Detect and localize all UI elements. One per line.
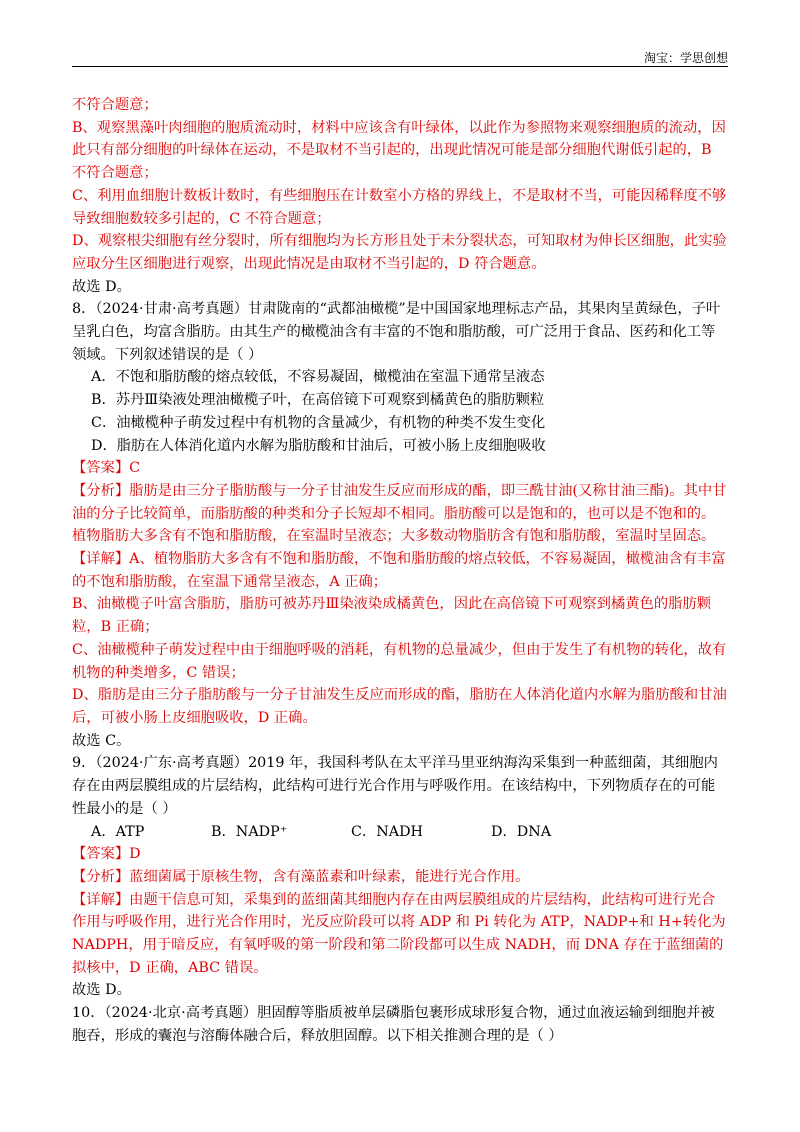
text-line: 【详解】由题干信息可知，采集到的蓝细菌其细胞内存在由两层膜组成的片层结构，此结构可进行光合作用与呼吸作用，进行光合作用时，光反应阶段可以将 ADP 和 Pi 转化为 ATP，NADP+和 H+转化为 NADPH，用于暗反应，有氧呼吸的第一阶段和第二阶段都可以生成 NADH，而 DNA 存在于蓝细菌的拟核中，D 正确，ABC 错误。	[72, 891, 726, 976]
text-line: D、观察根尖细胞有丝分裂时，所有细胞均为长方形且处于未分裂状态，可知取材为伸长区细胞，此实验应取分生区细胞进行观察，出现此情况是由取材不当引起的，D 符合题意。	[72, 233, 727, 272]
text-line: B．苏丹Ⅲ染液处理油橄榄子叶，在高倍镜下可观察到橘黄色的脂肪颗粒	[91, 392, 545, 409]
text-line: C、利用血细胞计数板计数时，有些细胞压在计数室小方格的界线上，不是取材不当，可能因稀释度不够导致细胞数较多引起的，C 不符合题意；	[72, 187, 727, 227]
q9-options-row	[72, 821, 728, 844]
text-line: 故选 D。	[72, 278, 131, 295]
text-line: 8．（2024·甘肃·高考真题）甘肃陇南的“武都油橄榄”是中国国家地理标志产品，其果肉呈黄绿色，子叶呈乳白色，均富含脂肪。由其生产的橄榄油含有丰富的不饱和脂肪酸，可广泛用于食品、医药和化工等领域。下列叙述错误的是（ ）	[72, 301, 721, 363]
text-line: D．脂肪在人体消化道内水解为脂肪酸和甘油后，可被小肠上皮细胞吸收	[91, 437, 546, 454]
text-line: 【答案】D	[72, 846, 141, 863]
text-block-1	[72, 94, 728, 821]
text-line: 【详解】A、植物脂肪大多含有不饱和脂肪酸，不饱和脂肪酸的熔点较低，不容易凝固，橄榄油含有丰富的不饱和脂肪酸，在室温下通常呈液态，A 正确；	[72, 551, 726, 590]
text-line: B、油橄榄子叶富含脂肪，脂肪可被苏丹Ⅲ染液染成橘黄色，因此在高倍镜下可观察到橘黄色的脂肪颗粒，B 正确；	[72, 596, 712, 636]
text-line: C．油橄榄种子萌发过程中有机物的含量减少，有机物的种类不发生变化	[91, 414, 546, 431]
q9-option: A．ATP	[91, 823, 145, 840]
q9-option: D．DNA	[491, 823, 552, 840]
page-header-text: 淘宝：学思创想	[643, 51, 728, 65]
text-line: 不符合题意；	[72, 97, 158, 113]
text-line: 10．（2024·北京·高考真题）胆固醇等脂质被单层磷脂包裹形成球形复合物，通过血液运输到细胞并被胞吞，形成的囊泡与溶酶体融合后，释放胆固醇。以下相关推测合理的是（ ）	[72, 1005, 715, 1044]
text-block-2	[72, 843, 728, 1047]
text-line: A．不饱和脂肪酸的熔点较低，不容易凝固，橄榄油在室温下通常呈液态	[91, 369, 545, 386]
text-line: 故选 D。	[72, 982, 131, 999]
text-line: 故选 C。	[72, 732, 131, 749]
q9-option: C．NADH	[351, 823, 424, 840]
document-body	[72, 94, 728, 1048]
header-rule	[72, 66, 728, 67]
text-line: D、脂肪是由三分子脂肪酸与一分子甘油发生反应而形成的酯，脂肪在人体消化道内水解为脂肪酸和甘油后，可被小肠上皮细胞吸收，D 正确。	[72, 687, 727, 726]
text-line: 【答案】C	[72, 460, 141, 477]
text-line: B、观察黑藻叶肉细胞的胞质流动时，材料中应该含有叶绿体，以此作为参照物来观察细胞质的流动，因此只有部分细胞的叶绿体在运动，不是取材不当引起的，出现此情况可能是部分细胞代谢低引起的，B 不符合题意；	[72, 119, 726, 182]
text-line: 【分析】脂肪是由三分子脂肪酸与一分子甘油发生反应而形成的酯，即三酰甘油(又称甘油三酯)。其中甘油的分子比较简单，而脂肪酸的种类和分子长短却不相同。脂肪酸可以是饱和的，也可以是不饱和的。植物脂肪大多含有不饱和脂肪酸，在室温时呈液态；大多数动物脂肪含有饱和脂肪酸，室温时呈固态。	[72, 482, 727, 545]
text-line: 【分析】蓝细菌属于原核生物，含有藻蓝素和叶绿素，能进行光合作用。	[72, 868, 530, 885]
text-line: 9．（2024·广东·高考真题）2019 年，我国科考队在太平洋马里亚纳海沟采集到一种蓝细菌，其细胞内存在由两层膜组成的片层结构，此结构可进行光合作用与呼吸作用。在该结构中，下列物质存在的可能性最小的是（ ）	[72, 755, 718, 817]
q9-option: B．NADP⁺	[211, 823, 288, 840]
text-line: C、油橄榄种子萌发过程中由于细胞呼吸的消耗，有机物的总量减少，但由于发生了有机物的转化，故有机物的种类增多，C 错误；	[72, 641, 727, 681]
